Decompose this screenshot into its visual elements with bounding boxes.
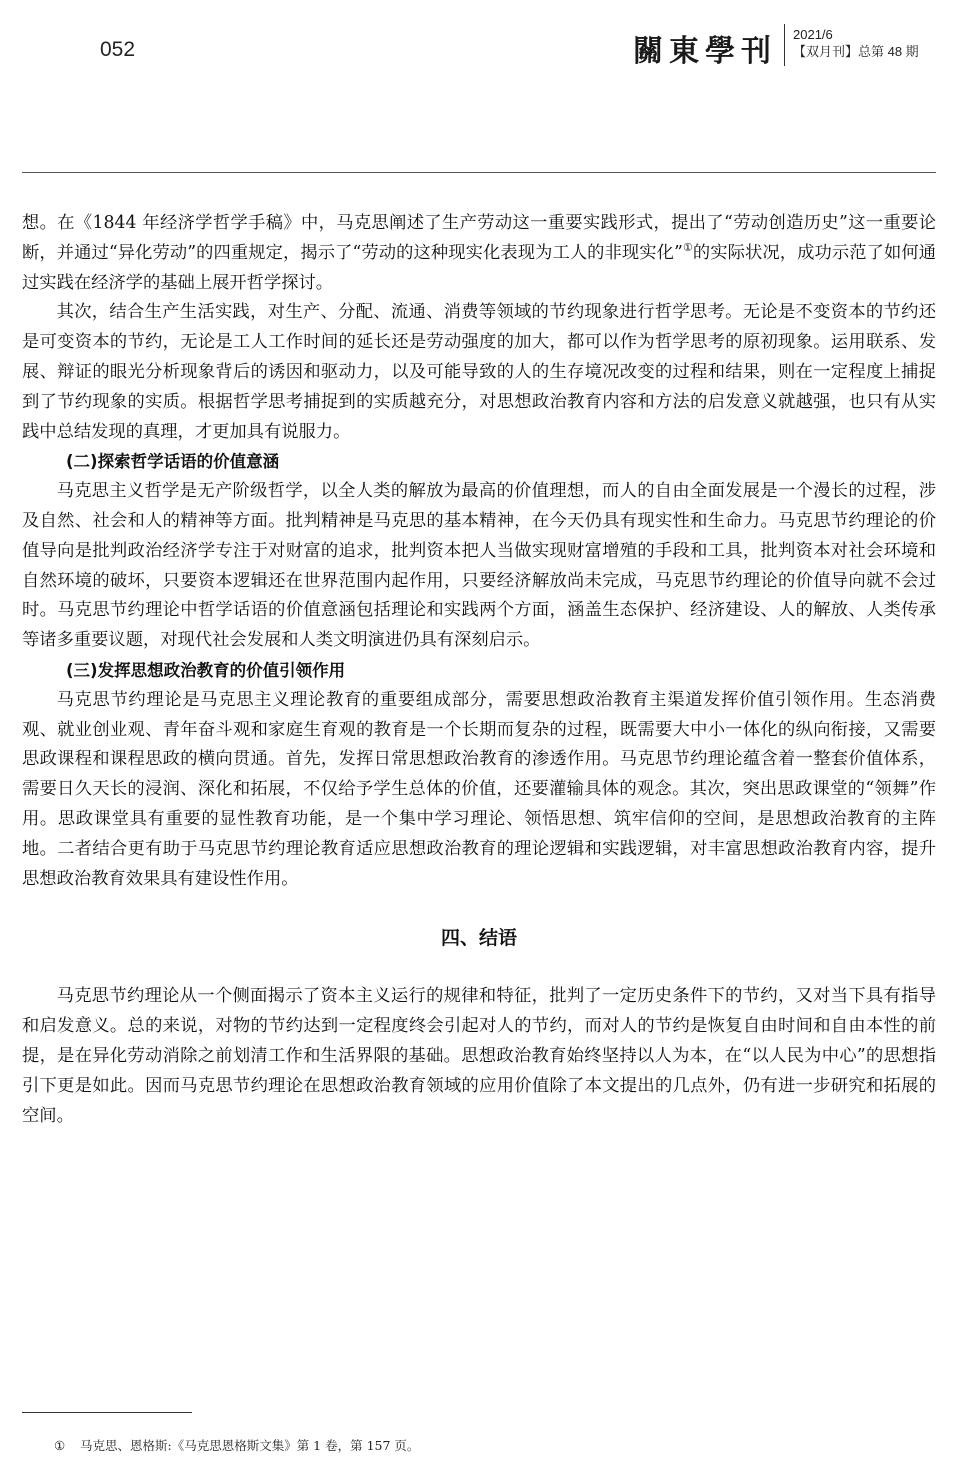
subheading-3: (三)发挥思想政治教育的价值引领作用	[66, 660, 346, 680]
issue-number: 【双月刊】总第 48 期	[793, 44, 919, 59]
header-divider	[784, 24, 785, 66]
journal-title: 關東學刊	[633, 34, 777, 69]
header-rule	[22, 172, 936, 173]
footnote-text: 马克思、恩格斯:《马克思恩格斯文集》第 1 卷，第 157 页。	[80, 1438, 420, 1453]
paragraph-1-text: 想。在《1844 年经济学哲学手稿》中，马克思阐述了生产劳动这一重要实践形式，提出了“劳动创造历史”这一重要论断，并通过“异化劳动”的四重规定，揭示了“劳动的这种现实化表现为工人的非现实化”	[22, 213, 936, 263]
paragraph-4: 马克思节约理论是马克思主义理论教育的重要组成部分，需要思想政治教育主渠道发挥价值引领作用。生态消费观、就业创业观、青年奋斗观和家庭生育观的教育是一个长期而复杂的过程，既需要大中小一体化的纵向衔接，又需要思政课程和课程思政的横向贯通。首先，发挥日常思想政治教育的渗透作用。马克思节约理论蕴含着一整套价值体系，需要日久天长的浸润、深化和拓展，不仅给予学生总体的价值，还要灌输具体的观念。其次，突出思政课堂的“领舞”作用。思政课堂具有重要的显性教育功能，是一个集中学习理论、领悟思想、筑牢信仰的空间，是思想政治教育的主阵地。二者结合更有助于马克思节约理论教育适应思想政治教育的理论逻辑和实践逻辑，对丰富思想政治教育内容，提升思想政治教育效果具有建设性作用。	[22, 689, 936, 889]
footnote	[54, 1436, 419, 1454]
issue-date: 2021/6	[793, 27, 833, 42]
footnote-ref: ①	[682, 241, 693, 255]
paragraph-3: 马克思主义哲学是无产阶级哲学，以全人类的解放为最高的价值理想，而人的自由全面发展是一个漫长的过程，涉及自然、社会和人的精神等方面。批判精神是马克思的基本精神，在今天仍具有现实性和生命力。马克思节约理论的价值导向是批判政治经济学专注于对财富的追求，批判资本把人当做实现财富增殖的手段和工具，批判资本对社会环境和自然环境的破坏，只要资本逻辑还在世界范围内起作用，只要经济解放尚未完成，马克思节约理论的价值导向就不会过时。马克思节约理论中哲学话语的价值意涵包括理论和实践两个方面，涵盖生态保护、经济建设、人的解放、人类传承等诸多重要议题，对现代社会发展和人类文明演进仍具有深刻启示。	[22, 481, 936, 651]
paragraph-1	[22, 209, 936, 298]
article-body	[22, 209, 936, 1131]
paragraph-2: 其次，结合生产生活实践，对生产、分配、流通、消费等领域的节约现象进行哲学思考。无论是不变资本的节约还是可变资本的节约，无论是工人工作时间的延长还是劳动强度的加大，都可以作为哲学思考的原初现象。运用联系、发展、辩证的眼光分析现象背后的诱因和驱动力，以及可能导致的人的生存境况改变的过程和结果，则在一定程度上捕捉到了节约现象的实质。根据哲学思考捕捉到的实质越充分，对思想政治教育内容和方法的启发意义就越强，也只有从实践中总结发现的真理，才更加具有说服力。	[22, 302, 936, 442]
footnote-mark: ①	[54, 1438, 66, 1453]
issue-info	[793, 26, 919, 60]
subheading-2: (二)探索哲学话语的价值意涵	[66, 452, 280, 472]
paragraph-5: 马克思节约理论从一个侧面揭示了资本主义运行的规律和特征，批判了一定历史条件下的节约，又对当下具有指导和启发意义。总的来说，对物的节约达到一定程度终会引起对人的节约，而对人的节约是恢复自由时间和自由本性的前提，是在异化劳动消除之前划清工作和生活界限的基础。思想政治教育始终坚持以人为本，在“以人民为中心”的思想指引下更是如此。因而马克思节约理论在思想政治教育领域的应用价值除了本文提出的几点外，仍有进一步研究和拓展的空间。	[22, 986, 936, 1126]
section-4-heading: 四、结语	[440, 927, 517, 950]
footnote-rule	[22, 1412, 192, 1413]
page-number: 052	[100, 38, 136, 61]
paragraph-1-tail: 的实际状况，成功示范了如何通过实践在经济学的基础上展开哲学探讨。	[22, 242, 936, 293]
